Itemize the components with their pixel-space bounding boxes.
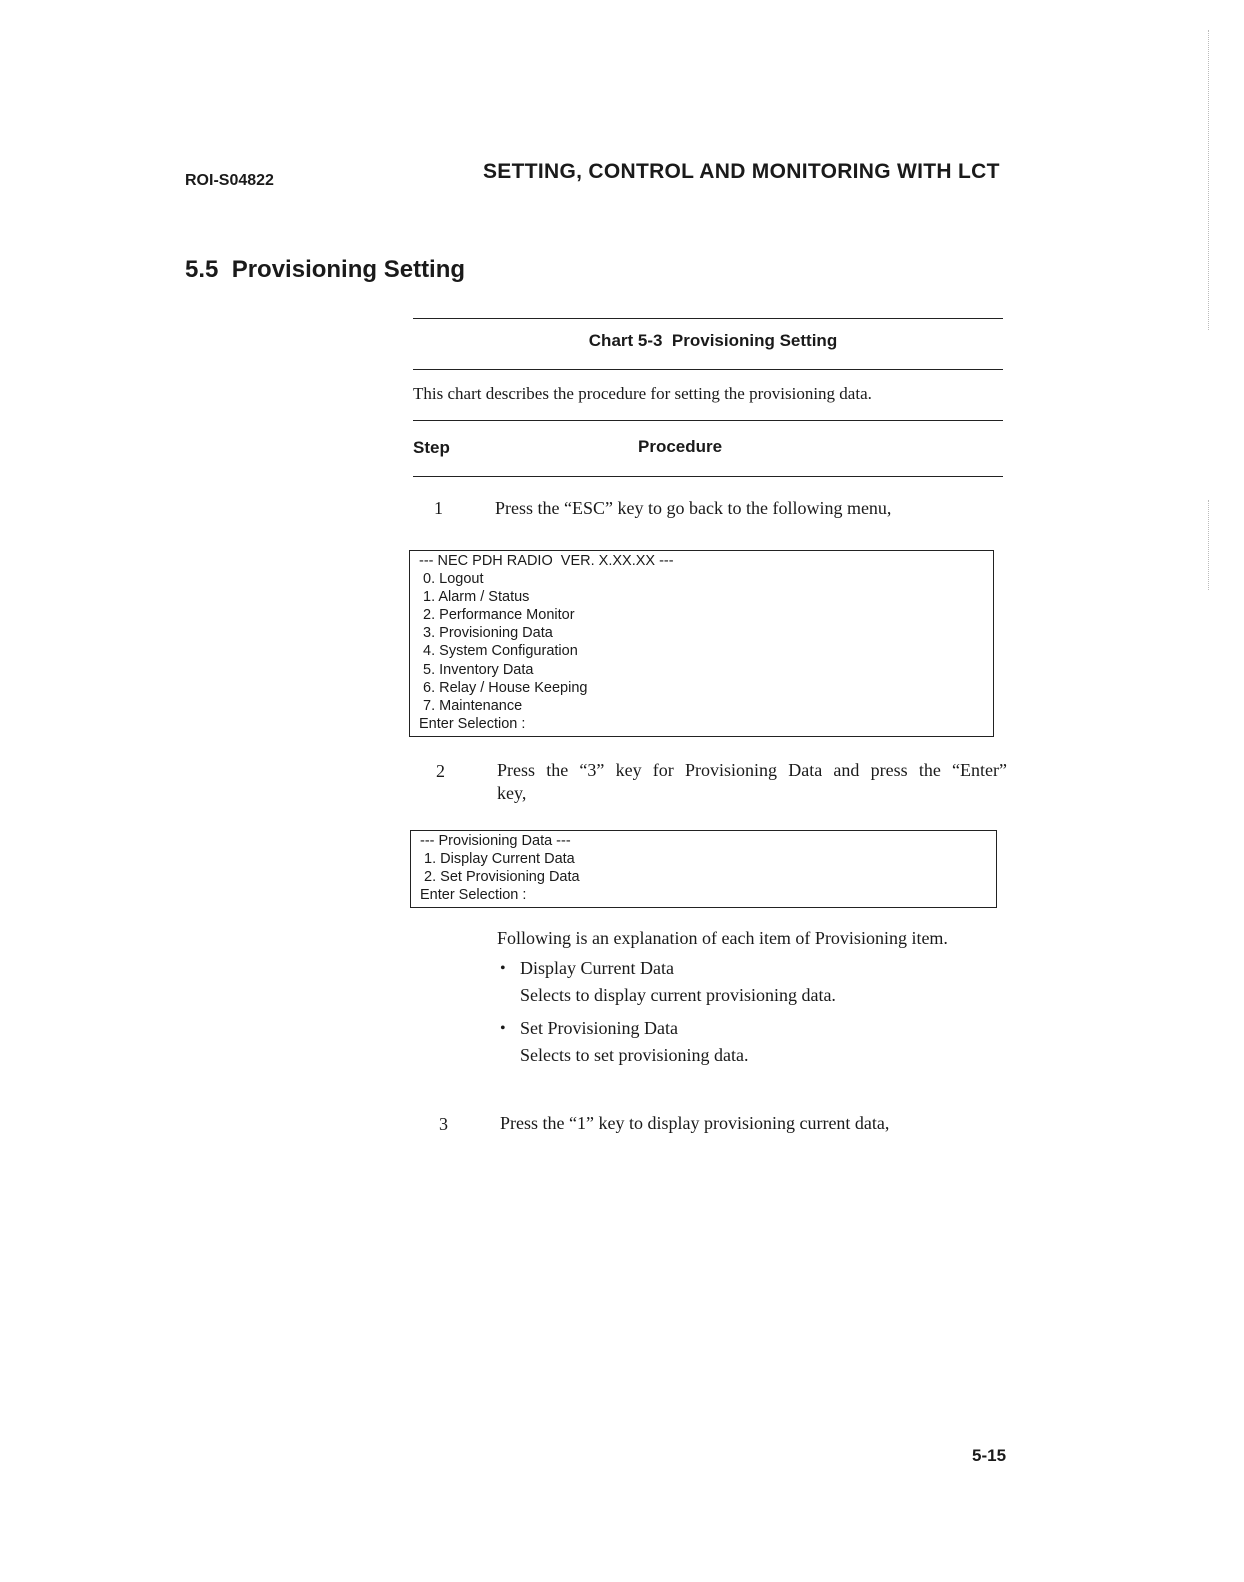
terminal-line: Enter Selection : [420,887,527,904]
explanation-item-title: Set Provisioning Data [520,1018,678,1038]
terminal-line: 6. Relay / House Keeping [419,679,588,696]
scan-margin-mark [1208,30,1209,330]
running-title: SETTING, CONTROL AND MONITORING WITH LCT [483,160,1000,183]
step-text-line: key, [497,783,527,803]
step-number: 2 [436,761,445,781]
step-number: 1 [434,498,443,518]
terminal-line: 0. Logout [419,571,484,588]
page-number: 5-15 [972,1446,1007,1465]
bullet-icon: • [500,960,506,977]
terminal-line: Enter Selection : [419,715,526,732]
column-header-rule [413,476,1003,477]
chart-title: Chart 5-3 Provisioning Setting [588,331,838,350]
terminal-line: 3. Provisioning Data [419,625,553,642]
chart-description-rule [413,420,1003,421]
terminal-line: --- NEC PDH RADIO VER. X.XX.XX --- [419,553,674,569]
main-menu-terminal [409,550,994,737]
explanation-item-description: Selects to display current provisioning data. [520,985,836,1005]
column-header-procedure: Procedure [638,437,723,456]
bullet-icon: • [500,1020,506,1037]
document-id: ROI-S04822 [185,172,274,189]
terminal-line: 2. Set Provisioning Data [420,869,580,886]
terminal-line: 1. Alarm / Status [419,589,530,606]
explanation-intro: Following is an explanation of each item of Provisioning item. [497,928,948,948]
chart-title-rule [413,369,1003,370]
explanation-item-title: Display Current Data [520,958,674,978]
terminal-line: 2. Performance Monitor [419,607,575,624]
explanation-item-description: Selects to set provisioning data. [520,1045,749,1065]
step-text: Press the “ESC” key to go back to the following menu, [495,498,892,518]
scan-margin-mark [1208,500,1209,590]
section-heading: 5.5 Provisioning Setting [185,256,466,283]
terminal-line: --- Provisioning Data --- [420,833,571,849]
step-text-line: Press the “3” key for Provisioning Data and press the “Enter” [497,760,1007,780]
terminal-line: 7. Maintenance [419,697,523,714]
chart-top-rule [413,318,1003,319]
step-text [497,759,1007,805]
terminal-line: 1. Display Current Data [420,851,575,868]
column-header-step: Step [413,438,450,457]
chart-description: This chart describes the procedure for setting the provisioning data. [413,384,872,403]
step-number: 3 [439,1114,448,1134]
provisioning-menu-terminal [410,830,997,908]
terminal-line: 5. Inventory Data [419,661,534,678]
terminal-line: 4. System Configuration [419,643,578,660]
step-text: Press the “1” key to display provisioning current data, [500,1113,890,1133]
